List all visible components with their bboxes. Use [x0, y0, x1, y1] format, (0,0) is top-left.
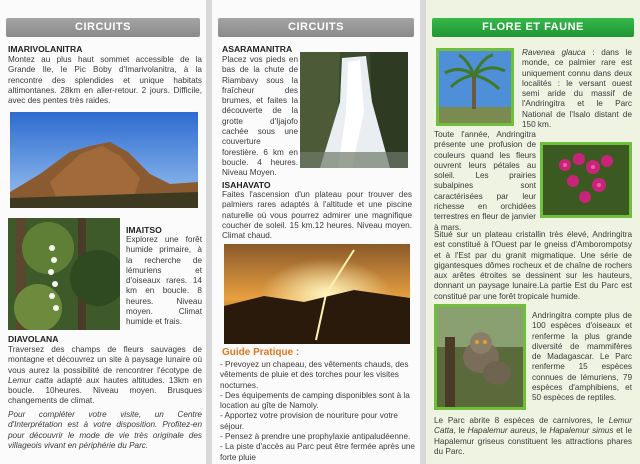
panel-circuits-1	[0, 0, 206, 464]
isahavato-title: ISAHAVATO	[222, 180, 271, 190]
diavolana-title: DIAVOLANA	[8, 334, 59, 344]
guide-item: - Des équipements de camping disponibles sont à la location au gîte de Namoly.	[220, 390, 410, 411]
panel-header: CIRCUITS	[218, 18, 414, 37]
panel-header: CIRCUITS	[6, 18, 200, 37]
asaramanitra-title: ASARAMANITRA	[222, 44, 293, 54]
guide-item: - La piste d'accès au Parc peut être fermée après une forte pluie	[220, 442, 415, 462]
ravenea-text: Ravenea glauca : dans le monde, ce palmier rare est uniquement connu dans deux localités : le versant ouest semi aride du massif de l'Andringitra et le Parc National de l'Isalo distant de 150 km.	[522, 48, 632, 130]
flowers-text: Toute l'année, Andringitra présente une profusion de couleurs quand les fleurs ouvrent leurs pétales au soleil. Les prairies subalpines sont caractérisées par leur richesse en orchidées terrestres en fleur de janvier à mars.	[434, 130, 536, 232]
imaitso-title: IMAITSO	[126, 225, 162, 235]
imaitso-text: Explorez une forêt humide primaire, à la recherche de lémuriens et d'oiseaux rares. 14 km en boucle. 8 heures. Niveau moyen. Climat humide et frais.	[126, 235, 202, 327]
interpretation-note: Pour compléter votre visite, un Centre d'Interprétation est à votre disposition. Profitez-en pour découvrir le mode de vie très originale des villageois vivant en périphérie du Parc.	[8, 410, 202, 450]
carnivores-text: Le Parc abrite 8 espèces de carnivores, le Lemur Catta, le Hapalemur aureus, le Hapalemur simus et le Hapalemur griseus constituent les attractions phares du Parc.	[434, 416, 633, 456]
asaramanitra-text: Placez vos pieds en bas de la chute de Riambavy sous la fraîcheur des brumes, et faites la découverte de la grotte d'Ijajofo cachée sous une couverture forestière. 6 km en boucle. 4 heures. Niveau Moyen.	[222, 55, 298, 178]
panel-circuits-2	[212, 0, 420, 464]
diavolana-text: Traversez des champs de fleurs sauvages de montagne et découvrez un site à paysage lunaire où vous aurez la possibilité de rencontrer l'écotype de Lemur catta adapté aux hautes altitudes. 13km en boucle. 10heures. Niveau moyen. Brusques changements de climat.	[8, 345, 203, 406]
guide-item: - Apportez votre provision de nouriture pour votre séjour.	[220, 411, 398, 431]
panel-flore-faune	[426, 0, 640, 464]
lemur-photo	[434, 304, 526, 410]
mountain-photo	[10, 112, 198, 208]
orchid-photo	[540, 142, 632, 218]
guide-item: - Prevoyez un chapeau, des vêtements chauds, des vêtements de pluie et des torches pour les visites nocturnes.	[220, 360, 409, 390]
forest-orchid-photo	[8, 218, 120, 330]
birds-text: Andringitra compte plus de 100 espèces d'oiseaux et renferme la plus grande diversité de mammifères de Madagascar. Le Parc renferme 15 espèces connues de lémuriens, 79 espèces d'amphibiens, et 50 espèces de reptiles.	[532, 311, 632, 403]
imarivolanitra-title: IMARIVOLANITRA	[8, 44, 83, 54]
waterfall-photo	[300, 52, 408, 168]
guide-title: Guide Pratique :	[222, 347, 300, 358]
sunset-photo	[224, 244, 410, 344]
isahavato-text: Faites l'ascension d'un plateau pour trouver des palmiers rares adaptés à l'altitude et une piscine naturelle où vous pourrez admirer une magnifique coucher de soleil. 15 km.12 heures. Niveau moyen. Climat chaud.	[222, 190, 412, 241]
imarivolanitra-text: Montez au plus haut sommet accessible de la Grande Ile, le Pic Boby d'Imarivolanitra, à la rencontre des splendides et unique habitats altimontanes. 28km en aller-retour. 2 jours. Difficile, avec des pentes très raides.	[8, 55, 202, 106]
guide-list	[220, 360, 416, 463]
panel-header: FLORE ET FAUNE	[432, 18, 634, 37]
palm-photo	[436, 48, 514, 126]
plateau-text: Situé sur un plateau cristallin très élevé, Andringitra est constitué à l'Ouest par le gneiss d'Amborompotsy et à l'Est par du granit migmatique. Une série de gigantesques dômes rocheux et de chaîne de rochers aux arêtes étroites se dessinent sur les hauteurs, donnant un paysage lunaire.La partie Est du Parc est constitué par une forêt tropicale humide.	[434, 230, 632, 301]
guide-item: - Pensez à prendre une prophylaxie antipaludéenne.	[220, 432, 411, 442]
